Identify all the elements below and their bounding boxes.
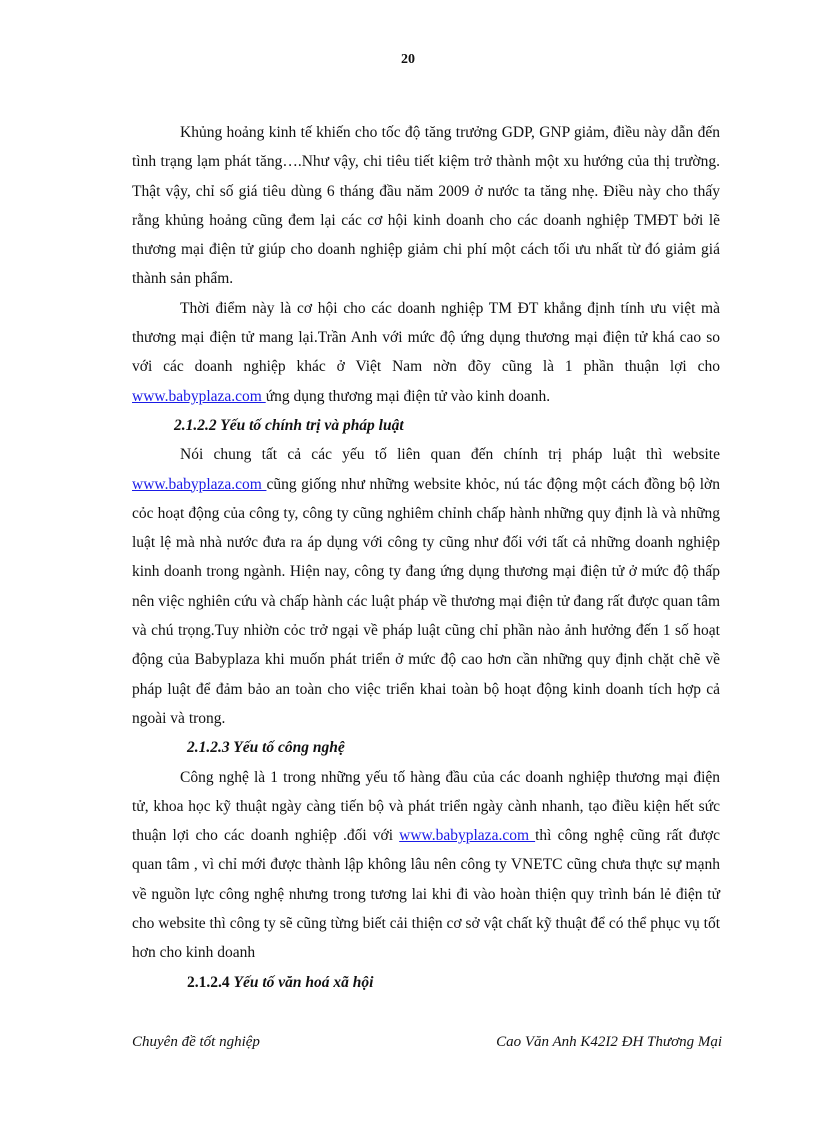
paragraph-technology-text-end: thì công nghệ cũng rất được quan tâm , vì chỉ mới được thành lập không lâu nên công ty VNETC cũng chưa thực sự mạnh về nguồn lực công nghệ nhưng trong tương lai khi đi vào hoàn thiện quy trình bán lẻ điện tử cho website thì công ty sẽ cũng từng biết cải thiện cơ sở vật chất kỹ thuật để có thể phục vụ tốt hơn cho kinh doanh [132, 827, 721, 962]
page-footer [132, 1034, 722, 1051]
heading-political-legal: 2.1.2.2 Yếu tố chính trị và pháp luật [174, 416, 404, 434]
babyplaza-link[interactable]: www.babyplaza.com [132, 387, 266, 405]
paragraph-technology [132, 763, 720, 968]
page-number: 20 [401, 52, 415, 67]
paragraph-technology-text: Công nghệ là 1 trong những yếu tố hàng đầu của các doanh nghiệp thương mại điện tử, khoa học kỹ thuật ngày càng tiến bộ và phát triển ngày cành nhanh, tạo điều kiện hết sức thuận lợi cho các doanh nghiệp .đối với [132, 768, 720, 845]
babyplaza-link[interactable]: www.babyplaza.com [132, 475, 267, 493]
heading-culture-number: 2.1.2.4 [187, 973, 234, 991]
footer-left: Chuyên đề tốt nghiệp [132, 1034, 260, 1050]
heading-technology: 2.1.2.3 Yếu tố công nghệ [187, 739, 345, 757]
heading-culture-title: Yếu tố văn hoá xã hội [233, 973, 374, 991]
paragraph-opportunity-text: Thời điểm này là cơ hội cho các doanh nghiệp TM ĐT khẳng định tính ưu việt mà thương mại điện tử mang lại.Trần Anh với mức độ ứng dụng thương mại điện tử khá cao so với các doanh nghiệp khác ở Việt Nam nờn đõy cũng là 1 phần thuận lợi cho [132, 299, 720, 376]
babyplaza-link[interactable]: www.babyplaza.com [399, 827, 536, 845]
paragraph-political-legal [132, 440, 720, 733]
paragraph-political-legal-text-end: cũng giống như những website khỏc, nú tác động một cách đồng bộ lờn cỏc hoạt động của công ty, công ty cũng nghiêm chỉnh chấp hành những quy định là và những luật lệ mà nhà nước đưa ra áp dụng với công ty cũng như đối với tất cả những doanh nghiệp kinh doanh trong ngành. Hiện nay, công ty đang ứng dụng thương mại điện tử ở mức độ thấp nên việc nghiên cứu và chấp hành các luật pháp về thương mại điện tử đang rất được quan tâm và chú trọng.Tuy nhiờn cỏc trở ngại về pháp luật cũng chỉ phần nào ảnh hưởng đến 1 số hoạt động của Babyplaza khi muốn phát triển ở mức độ cao hơn cần những quy định chặt chẽ về pháp luật để đảm bảo an toàn cho việc triển khai toàn bộ hoạt động kinh doanh tích hợp cả ngoài và trong. [132, 475, 720, 727]
paragraph-opportunity-text-end: ứng dụng thương mại điện tử vào kinh doanh. [265, 387, 551, 405]
footer-right: Cao Văn Anh K42I2 ĐH Thương Mại [496, 1034, 722, 1050]
paragraph-opportunity [132, 294, 720, 411]
document-body [132, 118, 720, 997]
paragraph-economic-crisis: Khủng hoảng kinh tế khiến cho tốc độ tăng trưởng GDP, GNP giảm, điều này dẫn đến tình trạng lạm phát tăng….Như vậy, chi tiêu tiết kiệm trở thành một xu hướng của thị trường. Thật vậy, chỉ số giá tiêu dùng 6 tháng đầu năm 2009 ở nước ta tăng nhẹ. Điều này cho thấy rằng khủng hoảng cũng đem lại các cơ hội kinh doanh cho các doanh nghiệp TMĐT bởi lẽ thương mại điện tử giúp cho doanh nghiệp giảm chi phí một cách tối ưu nhất từ đó giảm giá thành sản phẩm. [132, 124, 720, 288]
heading-culture-society [132, 968, 720, 997]
paragraph-political-legal-text: Nói chung tất cả các yếu tố liên quan đến chính trị pháp luật thì website [180, 446, 720, 464]
